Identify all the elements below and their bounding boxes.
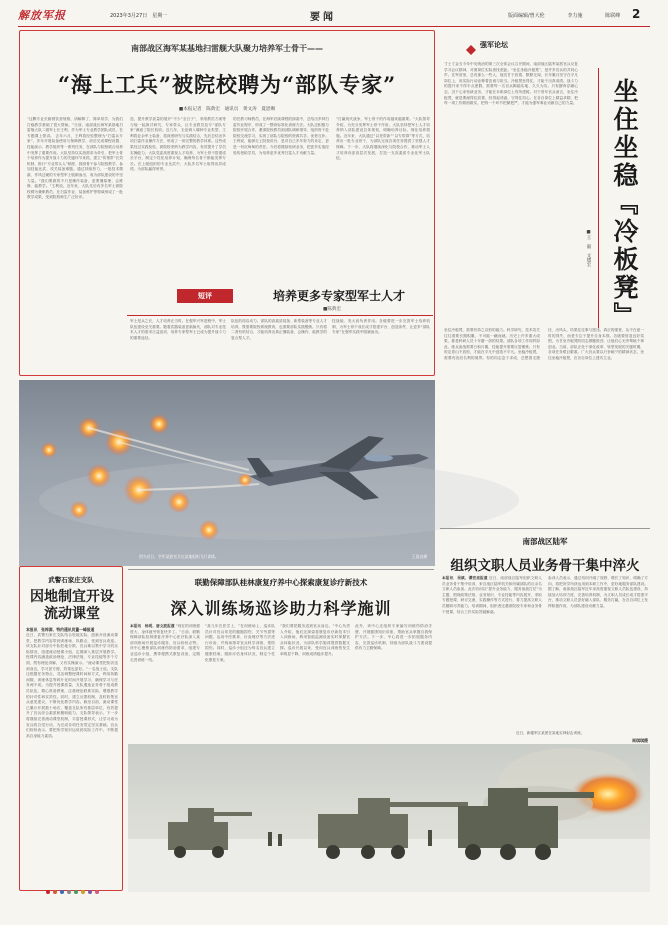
lead-column-1: “这颗专业长廊餐饮营规格，请解释了，简单易学，为我们打稳教学基础了很大帮助。”日前，南部战区海军某基地扫雷舰大队二级军士长王利，作为军士专业教学团队成员，在专题课上领讲。 去年六月，王利将经验整理为“扫雷兵专家”，多年开展装备使用与保障教学，前后完成课程设置、技能演示、教学组织等一系列任务，在部队与院校联合培养中发挥了重要作用。大队坚持以实战需求为牵引，把军士骨干培养作为提升战斗力的关键环节来抓，建立“传帮带”长效机制，推行“专业带头人”制度，鼓励骨干参与院校教学、参加技能比武、攻关装备难题。通过持续努力，一批技术精湛、作风过硬的专家型军士脱颖而出，成为部队建设的中坚力量。“我们要做的不只是操作装备，更要懂原理、会维修、能教学。”王利说。近年来，大队先后有多名军士被院校聘为兼职教员，在扫雷作业、装备维护等领域形成了一批教学成果，受到院校师生广泛好评。 <box>27 117 124 200</box>
page-number: 2 <box>632 7 641 21</box>
medical-byline: 本报讯 杨玥、唐文波报道 <box>130 624 175 628</box>
medical-top-rule <box>128 569 434 570</box>
commentary-tag-icon <box>466 40 476 50</box>
militia-byline: 本报讯 张梓源、特约通讯员董一峰报道 <box>26 627 95 632</box>
header-rule <box>18 26 650 27</box>
militia-org: 武警石家庄支队 <box>48 576 94 584</box>
army-culture-story[interactable] <box>440 528 650 744</box>
culture-byline: 本报讯 吴斌、谭宏亮报道 <box>442 576 488 580</box>
medical-story[interactable] <box>128 566 434 744</box>
jet-photo-illustration <box>19 380 435 566</box>
lead-kicker: 南部战区海军某基地扫雷舰大队聚力培养军士骨干—— <box>131 44 323 53</box>
jet-photo[interactable] <box>19 380 435 566</box>
short-review-col-3: 技战能、发大肩负者作用。各级要进一步完善军士培养机制，为军士骨干成长成才搭建平台、创造条件，让更多“部队专家”在强军实践中脱颖而出。 <box>332 319 430 335</box>
militia-dot-row <box>46 879 116 884</box>
lead-byline: ■本报记者 陈典宏 通讯员 黄文涛 夏恩赐 <box>178 107 276 112</box>
lead-intro-text: “这颗专业长廊餐饮营规格，请解释了，简单易学，为我们打稳教学基础了很大帮助。”日前，南部战区海军某基地扫雷舰大队二级军士长王利，作为军士专业教学团队成员，在专题课上领讲。 <box>27 117 123 138</box>
short-review-rule <box>127 315 433 316</box>
page-header <box>18 5 650 27</box>
editor-1: 版面编辑/曾大伦 <box>508 13 545 19</box>
commentary-column[interactable] <box>440 30 650 528</box>
short-review-col-1: 军士是兵之长，人才培养正当时。在强军兴军进程中，军士队伍建设至关重要。随着武器装备更新换代，部队对专业技术人才的需求日益迫切，培养专家型军士已成为提升战斗力的重要途径。 <box>130 319 226 340</box>
medical-col-1: 本报讯 杨玥、唐文波报道 “现在的训练强度大，身体疲劳恢复快多了。”日前，联勤保障部队桂林康复疗养中心医疗队深入某部训练场开展巡诊服务，官兵纷纷点赞。该中心聚焦部队训练伤防治需求，组建专业巡诊小组，携带便携式康复设备，定期走进训练一线。 <box>130 624 200 662</box>
masthead-logo: 解放军报 <box>18 9 66 22</box>
short-review-col-2: 队伍的再启动力。部队的高素质装备、新型装备等专业人才培养，既需要院校系统教育，也需要部队实践锻炼。只有将二者有机结合，才能培养出真正懂装备、会操作、能教学的复合型人才。 <box>231 319 327 340</box>
short-review-byline: ■陈典宏 <box>323 307 342 312</box>
decor-dot <box>95 890 99 894</box>
medical-kicker: 联勤保障部队桂林康复疗养中心探索康复诊疗新技术 <box>194 578 368 587</box>
commentary-body-top: 寸土寸金当今年中央统治的第三次全体会议召开期间，南部战区陆军某旅官兵反复学习会议精神，对照岗位实际查找差距。“坐住坐稳冷板凳”，是许多官兵的共同心声。在军营里，总有那么一些人，他们甘于寂寞、默默无闻，长年累月坚守在平凡岗位上，用实际行动诠释着忠诚与担当。冷板凳坐得住，才能干出真成绩。战斗力的提升来不得半点虚假，需要每一名官兵脚踏实地、久久为功。只有摒弃浮躁心态，沉下心来钻研业务，才能在本职岗位上有所建树。对于青年官兵而言，坐住冷板凳，就是要耐得住寂寞、经得起诱惑、守得住初心。在各自岗位上精益求精，把每一项工作做细做实，把每一个环节把紧把严，才能为强军事业贡献自己的力量。 <box>444 62 578 106</box>
commentary-body-bottom: 坐住冷板凳，需要有持之以恒的毅力。科学研究、技术攻关往往需要长期积累，不可能一蹴而就。历史上许多重大成果，都是科研人员十年磨一剑的结果。部队各项工作同样如此，练兵备战需要日积月累，技能提升需要反复锤炼。只有咬定青山不放松，才能在平凡中创造不平凡。坐稳冷板凳，需要有淡泊名利的境界。有的同志急于求成，总想着走捷径、出风头，结果往往事与愿违。真正的强者，从不在意一时的得失，而是专注于提升自身本领。各级要营造良好氛围，为甘坐冷板凳的同志撑腰鼓劲，让他们心无旁骛地干事创业。当前，部队正处于深化改革、转型发展的关键时期，各项任务艰巨繁重。广大官兵要以只争朝夕的精神状态，坐住坐稳冷板凳，在各自岗位上建功立业。 <box>444 328 644 360</box>
lead-column-3: 的任教习师教员，在海军后续课程的探索中，总结出多种扫雷作业程序，形成了一整套标准化训练方法。大队还积极与院校开展合作，邀请院校教员到部队调研指导，组织骨干赴院校交流学习，实现了部队与院校的资源共享、优势互补。王利说，能够走上院校讲台，是对自己多年努力的肯定，更是一份沉甸甸的责任。今后将继续钻研业务，把更多实战经验传授给学员，为培养更多优秀扫雷人才贡献力量。 <box>233 117 329 155</box>
decor-dot <box>81 890 85 894</box>
culture-col-2: 参训人员表示，通过培训开阔了视野、增长了知识、明确了方向，将把所学所获运用到本职工作中，更好地服务部队建设。据了解，南部战区陆军近年来高度重视文职人员队伍建设，持续加大培训力度，完善培养机制，为文职人员成长成才搭建平台，推动文职人员更好融入部队、服务打赢，在各自岗位上发挥积极作用，为部队建设贡献力量。 <box>548 576 648 608</box>
short-review-tag: 短评 <box>177 289 233 303</box>
short-review-box <box>127 279 433 375</box>
artillery-photo[interactable] <box>128 731 650 892</box>
jet-photo-caption: 图为近日，空军某旅官兵在某地组织飞行训练。 <box>139 554 219 559</box>
short-review-headline: 培养更多专家型军士人才 <box>273 289 406 303</box>
medical-col-3: “我们要把服务送到官兵身边。”中心负责人介绍，他们还探索将康复诊疗新技术引入训练场，利用智能监测设备实时掌握官兵体能状况，为部队科学施训提供数据支撑。巡诊开展以来，受训官兵训练伤发生率明显下降，训练成绩稳步提升。 <box>280 624 350 656</box>
decor-dot <box>67 890 71 894</box>
editor-credits <box>508 12 620 19</box>
artillery-photo-caption: 近日，新疆军区某团在某地实弹射击训练。 <box>516 731 585 735</box>
editor-3: 陈联峰 <box>605 13 621 19</box>
medical-col-4: 此外，该中心还组织专家编写训练伤防治手册，开展健康知识讲座，帮助官兵掌握自我保护方法。下一步，中心将进一步拓展服务内容，完善巡诊机制，持续为部队战斗力建设提供有力卫勤保障。 <box>355 624 432 651</box>
medical-headline: 深入训练场巡诊助力科学施训 <box>170 599 392 618</box>
lead-column-2: 造，提升教学质量的展开“不少”全日子”，采纸教员方案等与他一起探讨研究，专家带头，让专业教员及专“部队专家”满意了院长验收。近几年，无论调入哪种专业类型，王利将业余军士装备，将深度研究与实践结合，先后总结出多项扫雷作业操作方法，形成了一套完整的教学体系。这些成果经过实践检验，被院校采纳为教学内容，有效提升了学员实操能力。大队党委高度重视人才培养，为军士骨干搭建成长平台，制定个性化培养计划，确保每名骨干都能发挥专长。在上级组织的专业比武中，大队多名军士取得优异成绩，为部队赢得荣誉。 <box>130 117 226 172</box>
artillery-photo-credit: 周琪琪摄 <box>632 738 648 743</box>
decor-dot <box>46 890 50 894</box>
militia-headline: 因地制宜开设流动课堂 <box>30 589 114 622</box>
lead-column-4: “打赢现代战争，军士骨干的作用越来越重要。”大队领导介绍，为充分发挥军士骨干作用，大队坚持把军士人才培养纳入部队建设总体规划，明确培养目标，细化培养措施。近年来，大队通过“以老带新”“以专带群”等方式，培养出一批专业骨干，为部队完成各项任务提供了坚强人才保障。下一步，大队将继续深化与院校合作，推动军士人才培养向更高层次发展，打造一支高素质专业化军士队伍。 <box>336 117 430 161</box>
section-title: 要闻 <box>310 12 336 23</box>
jet-photo-credit: 王国良摄 <box>411 554 427 559</box>
decor-dot <box>60 890 64 894</box>
commentary-column-name: 强军论坛 <box>480 41 508 49</box>
decor-dot <box>74 890 78 894</box>
lead-story-box[interactable] <box>19 30 435 376</box>
commentary-byline: ■王 毅 文德宏 <box>586 230 591 267</box>
militia-body: 近日，武警石家庄支队结合驻地实际，创新开设流动课堂，把教学内容带到训练场、执勤点，受到官兵欢迎。该支队针对部分中队驻地分散、官兵难以集中学习的实际情况，组建流动授课小组，定期深入基层开展教学。授课内容涵盖政治理论、法律法规、专业技能等多个方面，既有理论讲解，又有实操演示。“流动课堂把知识送到身边，学习更方便，效果也更好。”一名战士说。支队还根据任务特点，灵活调整授课时间和方式，利用执勤间隙、训练休息等碎片化时间开展学习，确保学习与任务两不误。为提升授课质量，支队遴选业务骨干组成教员队伍，精心准备教案，注重理论联系实际，增强教学的针对性和实效性。同时，建立反馈机制，及时收集官兵意见建议，不断优化教学内容。截至目前，流动课堂已累计开展数十场次，覆盖支队所有基层单位，有效提升了官兵综合素质和履职能力。支队领导表示，下一步将继续完善流动课堂机制，丰富授课形式，让学习成为官兵的自觉行动，为完成各项任务奠定坚实基础。官兵们纷纷表示，要把所学知识运用到实际工作中，不断提高自身能力素质。 <box>26 633 118 738</box>
culture-headline: 组织文职人员业务骨干集中淬火 <box>450 558 640 574</box>
culture-top-rule <box>440 528 650 529</box>
militia-story-box[interactable] <box>19 566 123 891</box>
culture-col-1: 本报讯 吴斌、谭宏亮报道 近日，南部战区陆军组织文职人员业务骨干集中培训，来自战区陆军机关和所属部队的百余名文职人员参加。此次培训以“提升业务能力、服务备战打仗”为主题，围绕政策法规、业务知识、专业技能等内容展开，采取专题授课、研讨交流、实践操作等方式进行，着力提高文职人员履职尽责能力。培训期间，组织者还邀请院校专家和业务骨干授课，结合工作实际答疑解惑。 <box>442 576 542 614</box>
commentary-big-title: 坐住坐稳『冷板凳』 <box>610 78 639 330</box>
artillery-photo-illustration <box>128 744 650 892</box>
culture-kicker: 南部战区陆军 <box>522 537 568 546</box>
editor-2: 李力施 <box>567 13 583 19</box>
medical-col-2: “甚几年在医学上，”在训练场上，巡诊队员针对官兵常见的腰腿损伤、关节劳损等问题，运用中医推拿、针灸理疗等方法进行诊治，并现场指导官兵科学训练、预防损伤。同时，巡诊小组还为每名官兵建立健康档案，跟踪评估身体状况，制定个性化康复方案。 <box>205 624 275 662</box>
lead-headline: “海上工兵”被院校聘为“部队专家” <box>57 72 397 97</box>
decor-dot <box>88 890 92 894</box>
decor-dot <box>53 890 57 894</box>
date-line: 2023年3月27日 星期一 <box>110 13 168 19</box>
